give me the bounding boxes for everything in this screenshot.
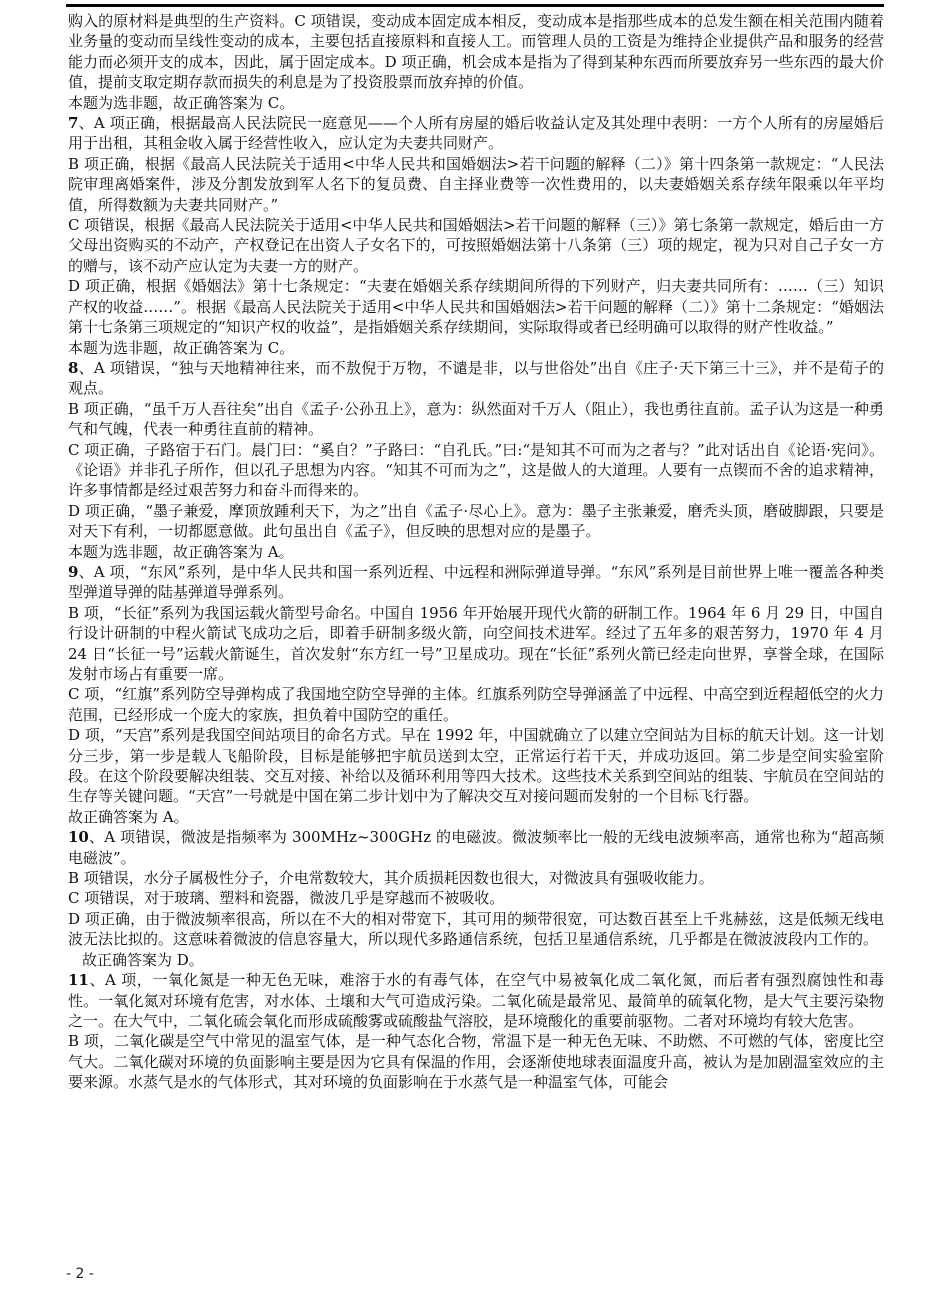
paragraph-text: B 项正确，根据《最高人民法院关于适用<中华人民共和国婚姻法>若干问题的解释（二）》第十四条第一款规定：“人民法院审理离婚案件，涉及分割发放到军人名下的复员费、自主择业费等一次性费用的，以夫妻婚姻关系存续年限乘以年平均值，所得数额为夫妻共同财产。” <box>68 154 884 214</box>
paragraph-text: 、A 项错误，“独与天地精神往来，而不敖倪于万物，不谴是非，以与世俗处”出自《庄子·天下第三十三》，并不是荀子的观点。 <box>68 358 884 398</box>
paragraph <box>68 276 884 337</box>
paragraph <box>68 562 884 603</box>
paragraph-text: B 项，二氧化碳是空气中常见的温室气体，是一种气态化合物，常温下是一种无色无味、不助燃、不可燃的气体，密度比空气大。二氧化碳对环境的负面影响主要是因为它具有保温的作用，会逐渐使地球表面温度升高，被认为是加剧温室效应的主要来源。水蒸气是水的气体形式，其对环境的负面影响在于水蒸气是一种温室气体，可能会 <box>68 1032 884 1092</box>
paragraph-text: 本题为选非题，故正确答案为 C。 <box>68 93 295 112</box>
paragraph-text: D 项正确，根据《婚姻法》第十七条规定：“夫妻在婚姻关系存续期间所得的下列财产，归夫妻共同所有：……（三）知识产权的收益……”。根据《最高人民法院关于适用<中华人民共和国婚姻法>若干问题的解释（二）》第十二条规定：“婚姻法第十七条第三项规定的“知识产权的收益”，是指婚姻关系存续期间，实际取得或者已经明确可以取得的财产性收益。” <box>68 277 884 337</box>
paragraph <box>68 868 884 888</box>
paragraph <box>68 501 884 542</box>
paragraph <box>68 215 884 276</box>
paragraph-text: 、A 项正确，根据最高人民法院民一庭意见——个人所有房屋的婚后收益认定及其处理中表明：一方个人所有的房屋婚后用于出租，其租金收入属于经营性收入，应认定为夫妻共同财产。 <box>68 114 884 153</box>
paragraph <box>68 440 884 501</box>
paragraph <box>68 725 884 807</box>
paragraph <box>68 93 884 113</box>
paragraph-text: 、A 项错误，微波是指频率为 300MHz~300GHz 的电磁波。微波频率比一般的无线电波频率高，通常也称为“超高频电磁波”。 <box>68 828 884 867</box>
paragraph <box>68 338 884 358</box>
paragraph <box>68 358 884 399</box>
paragraph <box>68 399 884 440</box>
question-number: 11 <box>68 971 89 990</box>
paragraph-text: D 项正确，“墨子兼爱，摩顶放踵利天下，为之”出自《孟子·尽心上》。意为：墨子主张兼爱，磨秃头顶，磨破脚跟，只要是对天下有利，一切都愿意做。此句虽出自《孟子》，但反映的思想对应的是墨子。 <box>68 501 884 541</box>
paragraph-text: C 项错误，根据《最高人民法院关于适用<中华人民共和国婚姻法>若干问题的解释（三）》第七条第一款规定，婚后由一方父母出资购买的不动产，产权登记在出资人子女名下的，可按照婚姻法第十八条第（三）项的规定，视为只对自己子女一方的赠与，该不动产应认定为夫妻一方的财产。 <box>68 216 884 275</box>
question-number: 7 <box>68 114 79 133</box>
document-body <box>68 11 884 1093</box>
paragraph <box>68 909 884 950</box>
paragraph <box>68 970 884 1031</box>
paragraph-text: 本题为选非题，故正确答案为 A。 <box>68 542 294 561</box>
page-number: - 2 - <box>66 1266 94 1282</box>
paragraph-text: B 项错误，水分子属极性分子，介电常数较大，其介质损耗因数也很大，对微波具有强吸收能力。 <box>68 869 714 888</box>
paragraph <box>68 11 884 93</box>
paragraph-text: D 项正确，由于微波频率很高，所以在不大的相对带宽下，其可用的频带很宽，可达数百甚至上千兆赫兹，这是低频无线电波无法比拟的。这意味着微波的信息容量大，所以现代多路通信系统，包括卫星通信系统，几乎都是在微波波段内工作的。 <box>68 909 884 949</box>
paragraph-text: 本题为选非题，故正确答案为 C。 <box>68 338 295 357</box>
top-rule <box>66 4 884 7</box>
paragraph <box>68 807 884 827</box>
question-number: 8 <box>68 358 79 377</box>
paragraph <box>68 154 884 215</box>
paragraph-text: C 项错误，对于玻璃、塑料和瓷器，微波几乎是穿越而不被吸收。 <box>68 889 505 908</box>
paragraph-text: 故正确答案为 A。 <box>68 807 189 826</box>
paragraph-text: D 项，“天宫”系列是我国空间站项目的命名方式。早在 1992 年，中国就确立了以建立空间站为目标的航天计划。这一计划分三步，第一步是载人飞船阶段，目标是能够把宇航员送到太空，正常运行若干天，并成功返回。第二步是空间实验室阶段。在这个阶段要解决组装、交互对接、补给以及循环利用等四大技术。这些技术关系到空间站的组装、宇航员在空间站的生存等关键问题。“天宫”一号就是中国在第二步计划中为了解决交互对接问题而发射的一个目标飞行器。 <box>68 726 884 806</box>
paragraph-text: 故正确答案为 D。 <box>82 950 204 969</box>
paragraph-text: 、A 项，一氧化氮是一种无色无味，难溶于水的有毒气体，在空气中易被氧化成二氧化氮，而后者有强烈腐蚀性和毒性。一氧化氮对环境有危害，对水体、土壤和大气可造成污染。二氧化硫是最常见、最简单的硫氧化物，是大气主要污染物之一。在大气中，二氧化硫会氧化而形成硫酸雾或硫酸盐气溶胶，是环境酸化的重要前驱物。二者对环境均有较大危害。 <box>68 971 884 1030</box>
paragraph <box>68 888 884 908</box>
paragraph-text: B 项正确，“虽千万人吾往矣”出自《孟子·公孙丑上》，意为：纵然面对千万人（阻止），我也勇往直前。孟子认为这是一种勇气和气魄，代表一种勇往直前的精神。 <box>68 399 884 439</box>
paragraph <box>68 1031 884 1092</box>
question-number: 10 <box>68 828 89 847</box>
paragraph <box>68 950 884 970</box>
paragraph-text: B 项，“长征”系列为我国运载火箭型号命名。中国自 1956 年开始展开现代火箭的研制工作。1964 年 6 月 29 日，中国自行设计研制的中程火箭试飞成功之后，即着手研制多级火箭，向空间技术进军。经过了五年多的艰苦努力，1970 年 4 月 24 日“长征一号”运载火箭诞生，首次发射“东方红一号”卫星成功。现在“长征”系列火箭已经走向世界，享誉全球，在国际发射市场占有重要一席。 <box>68 603 884 683</box>
paragraph-text: 、A 项，“东风”系列，是中华人民共和国一系列近程、中远程和洲际弹道导弹。“东风”系列是目前世界上唯一覆盖各种类型弹道导弹的陆基弹道导弹系列。 <box>68 562 884 602</box>
paragraph <box>68 603 884 685</box>
question-number: 9 <box>68 562 79 581</box>
paragraph-text: C 项正确，子路宿于石门。晨门曰：“奚自？”子路曰：“自孔氏。”曰:“是知其不可而为之者与？”此对话出自《论语·宪问》。《论语》并非孔子所作，但以孔子思想为内容。“知其不可而为之”，这是做人的大道理。人要有一点锲而不舍的追求精神，许多事情都是经过艰苦努力和奋斗而得来的。 <box>68 440 884 500</box>
paragraph-text: C 项，“红旗”系列防空导弹构成了我国地空防空导弹的主体。红旗系列防空导弹涵盖了中远程、中高空到近程超低空的火力范围，已经形成一个庞大的家族，担负着中国防空的重任。 <box>68 685 884 724</box>
paragraph <box>68 542 884 562</box>
paragraph <box>68 113 884 154</box>
paragraph <box>68 827 884 868</box>
paragraph <box>68 684 884 725</box>
paragraph-text: 购入的原材料是典型的生产资料。C 项错误，变动成本固定成本相反，变动成本是指那些成本的总发生额在相关范围内随着业务量的变动而呈线性变动的成本，主要包括直接原料和直接人工。而管理人员的工资是为维持企业提供产品和服务的经营能力而必须开支的成本，因此，属于固定成本。D 项正确，机会成本是指为了得到某种东西而所要放弃另一些东西的最大价值，提前支取定期存款而损失的利息是为了投资股票而放弃掉的价值。 <box>68 12 884 92</box>
